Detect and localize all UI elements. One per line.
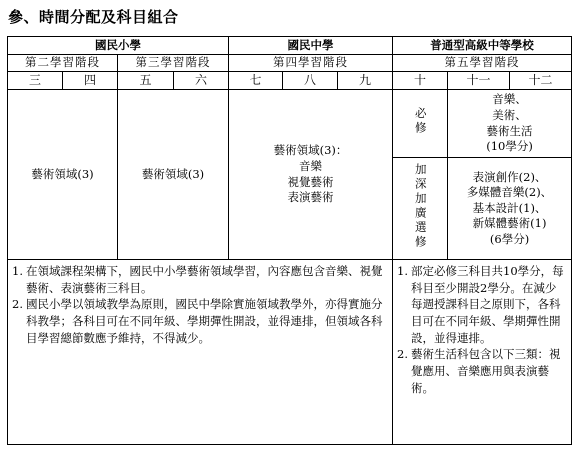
notes-row <box>8 260 572 445</box>
grade-row <box>8 72 572 90</box>
stage-4-subject: 表演藝術 <box>287 190 334 205</box>
required-subject: 美術、 <box>492 107 527 122</box>
stage-4-subject: 視覺藝術 <box>287 174 334 189</box>
header-stage-4: 第四學習階段 <box>229 55 393 72</box>
grade-cell: 四 <box>63 72 118 90</box>
grade-cell: 十二 <box>510 72 572 90</box>
content-row-required <box>8 90 572 158</box>
grade-cell: 六 <box>174 72 229 90</box>
section-heading: 參、時間分配及科目組合 <box>8 8 179 26</box>
required-label: 必修 <box>393 90 448 158</box>
elective-subject: 基本設計(1)、 <box>472 200 547 215</box>
elective-label: 加深加廣選修 <box>393 158 448 260</box>
learning-stage-row <box>8 55 572 72</box>
required-content <box>448 90 572 158</box>
required-subject: 音樂、 <box>492 92 527 107</box>
school-level-row <box>8 37 572 55</box>
header-stage-2: 第二學習階段 <box>8 55 118 72</box>
note-item: 2. 藝術生活科包含以下三類：視覺應用、音樂應用與表演藝術。 <box>397 347 561 395</box>
note-item: 2. 國民小學以領域教學為原則，國民中學除實施領域教學外，亦得實施分科教學；各科目可在不同年級、學期彈性開設，並得連排，但領域各科目學習總節數應予維持，不得減少。 <box>12 297 383 345</box>
elective-subject: 新媒體藝術(1) <box>472 216 547 231</box>
notes-senior-high <box>393 260 572 445</box>
grade-cell: 七 <box>229 72 283 90</box>
elective-credits: (6學分) <box>489 231 530 246</box>
stage-4-title: 藝術領域(3)： <box>273 143 348 158</box>
curriculum-table <box>7 36 572 445</box>
stage-4-content <box>229 90 393 260</box>
grade-cell: 八 <box>283 72 338 90</box>
note-item: 1. 在領域課程架構下，國民中小學藝術領域學習，內容應包含音樂、視覺藝術、表演藝術三科目。 <box>12 264 383 295</box>
elective-subject: 表演創作(2)、 <box>472 169 547 184</box>
header-stage-5: 第五學習階段 <box>393 55 572 72</box>
note-item: 1. 部定必修三科目共10學分，每科目至少開設2學分。在減少每週授課科目之原則下，各科目可在不同年級、學期彈性開設，並得連排。 <box>397 264 564 345</box>
stage-3-content: 藝術領域(3) <box>118 90 229 260</box>
header-junior-high: 國民中學 <box>229 37 393 55</box>
grade-cell: 十一 <box>448 72 510 90</box>
stage-4-subject: 音樂 <box>299 158 323 173</box>
notes-compulsory <box>8 260 393 445</box>
header-elementary: 國民小學 <box>8 37 229 55</box>
stage-2-content: 藝術領域(3) <box>8 90 118 260</box>
header-senior-high: 普通型高級中等學校 <box>393 37 572 55</box>
elective-content <box>448 158 572 260</box>
grade-cell: 五 <box>118 72 174 90</box>
grade-cell: 三 <box>8 72 63 90</box>
elective-subject: 多媒體音樂(2)、 <box>466 185 553 200</box>
grade-cell: 九 <box>338 72 393 90</box>
required-credits: (10學分) <box>486 139 533 154</box>
grade-cell: 十 <box>393 72 448 90</box>
header-stage-3: 第三學習階段 <box>118 55 229 72</box>
required-subject: 藝術生活 <box>486 123 533 138</box>
